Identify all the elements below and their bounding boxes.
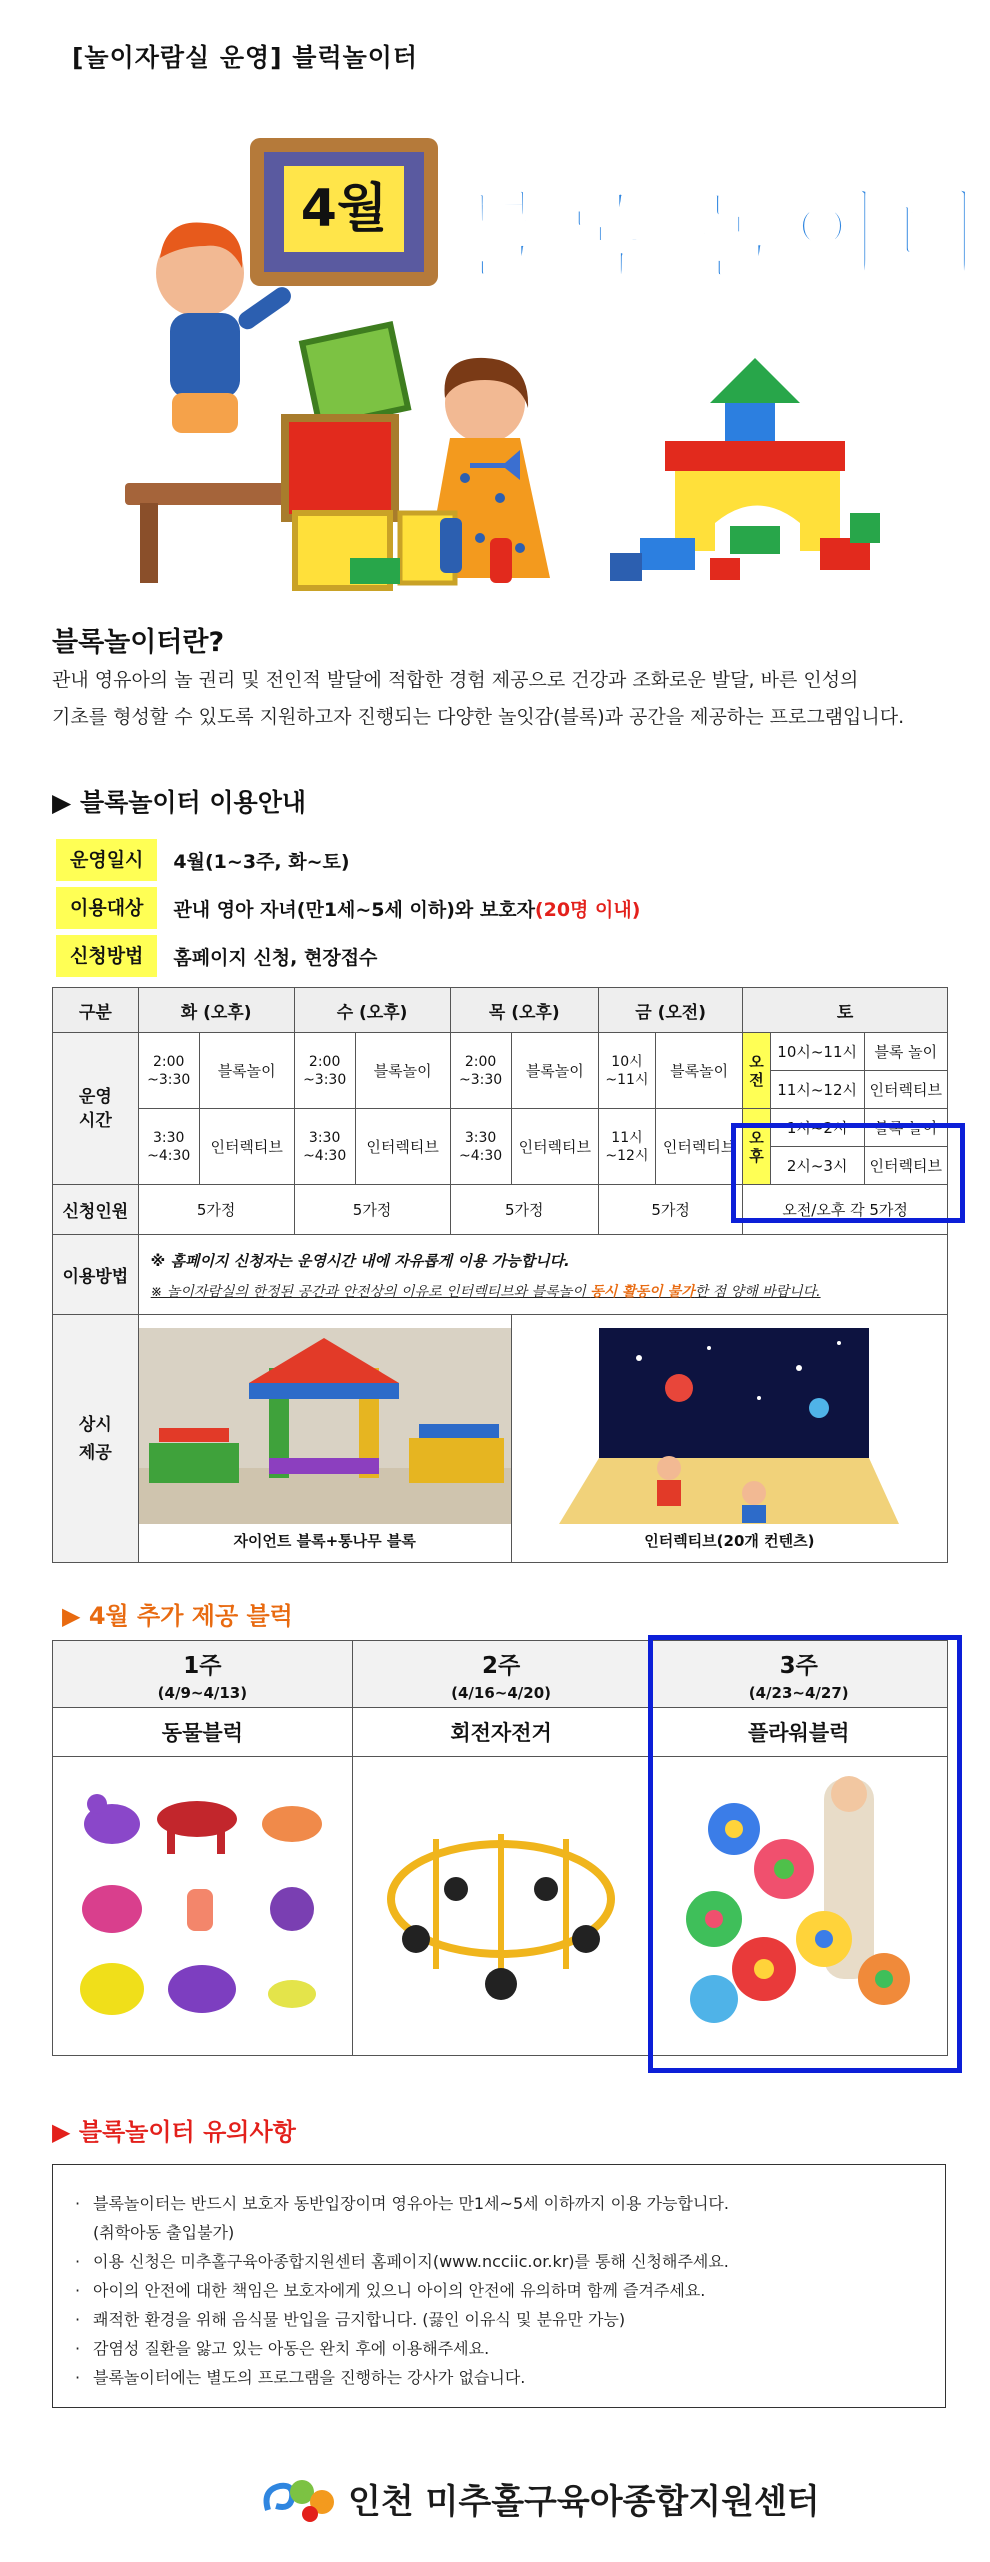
program-cell: 인터렉티브 <box>511 1109 598 1185</box>
giant-block-photo <box>139 1328 511 1524</box>
always-item-label: 인터렉티브(20개 컨텐츠) <box>644 1532 815 1550</box>
time-cell: 2:00 ~3:30 <box>450 1033 511 1109</box>
header-cell: 금 (오전) <box>598 988 742 1033</box>
month-sign <box>250 138 438 286</box>
block-name: 플라워블럭 <box>650 1708 948 1757</box>
always-item <box>511 1315 947 1563</box>
intro-heading: 블록놀이터란? <box>52 627 225 658</box>
sat-program-cell: 블록 놀이 <box>864 1109 948 1147</box>
pm-label: 오 후 <box>743 1109 771 1185</box>
sat-time-cell: 2시~3시 <box>770 1147 864 1185</box>
program-cell: 블록놀이 <box>199 1033 294 1109</box>
info-tag: 이용대상 <box>56 887 157 929</box>
time-cell: 2:00 ~3:30 <box>294 1033 355 1109</box>
note-item: · 블록놀이터는 반드시 보호자 동반입장이며 영유아는 만1세~5세 이하까지 이용 가능합니다. <box>75 2189 923 2218</box>
target-text: 관내 영아 자녀(만1세~5세 이하)와 보호자 <box>173 898 535 921</box>
sat-program-cell: 인터렉티브 <box>864 1071 948 1109</box>
program-cell: 인터렉티브 <box>355 1109 450 1185</box>
rotating-bike-image <box>376 1779 626 2029</box>
notes-heading-text: 블록놀이터 유의사항 <box>78 2118 296 2146</box>
header-cell: 토 <box>743 988 948 1033</box>
note-item: · 쾌적한 환경을 위해 음식물 반입을 금지합니다. (끓인 이유식 및 분유만 가능) <box>75 2305 923 2334</box>
note-item: · 감염성 질환을 앓고 있는 아동은 완치 후에 이용해주세요. <box>75 2334 923 2363</box>
footer <box>258 2470 820 2526</box>
added-heading <box>62 1596 293 1631</box>
block-name: 동물블럭 <box>53 1708 353 1757</box>
method-note: ※ 홈페이지 신청자는 운영시간 내에 자유롭게 이용 가능합니다. <box>150 1252 570 1270</box>
capacity-cell: 5가정 <box>138 1185 294 1235</box>
capacity-cell: 오전/오후 각 5가정 <box>743 1185 948 1235</box>
added-heading-text: 4월 추가 제공 블럭 <box>88 1602 293 1630</box>
intro-text <box>52 662 952 736</box>
am-label: 오 전 <box>743 1033 771 1109</box>
block-name: 회전자전거 <box>352 1708 650 1757</box>
program-cell: 블록놀이 <box>355 1033 450 1109</box>
org-name: 인천 미추홀구육아종합지원센터 <box>348 2481 820 2522</box>
header-cell: 목 (오후) <box>450 988 598 1033</box>
header-cell: 수 (오후) <box>294 988 450 1033</box>
triangle-bullet-icon: ▶ <box>52 788 80 817</box>
capacity-cell: 5가정 <box>450 1185 598 1235</box>
time-cell: 3:30 ~4:30 <box>138 1109 199 1185</box>
sat-time-cell: 11시~12시 <box>770 1071 864 1109</box>
row-label: 운영 시간 <box>53 1033 139 1185</box>
header-cell: 화 (오후) <box>138 988 294 1033</box>
time-cell: 3:30 ~4:30 <box>294 1109 355 1185</box>
row-label: 신청인원 <box>53 1185 139 1235</box>
sat-program-cell: 인터렉티브 <box>864 1147 948 1185</box>
guide-heading-text: 블록놀이터 이용안내 <box>79 788 306 817</box>
sat-time-cell: 1시~2시 <box>770 1109 864 1147</box>
time-cell: 3:30 ~4:30 <box>450 1109 511 1185</box>
info-value: 홈페이지 신청, 현장접수 <box>173 946 378 969</box>
header-cell: 구분 <box>53 988 139 1033</box>
info-row-schedule <box>56 838 350 882</box>
castle-icon <box>710 358 800 403</box>
always-item-label: 자이언트 블록+통나무 블록 <box>233 1532 416 1550</box>
guide-heading <box>52 783 306 819</box>
program-cell: 인터렉티브 <box>199 1109 294 1185</box>
month-label: 4월 <box>284 166 404 252</box>
bike-block-cell <box>352 1757 650 2056</box>
week-dates: (4/23~4/27) <box>748 1683 849 1702</box>
info-tag: 운영일시 <box>56 839 157 881</box>
green-block-icon <box>302 325 408 427</box>
capacity-note: (20명 이내) <box>534 898 641 921</box>
row-label: 이용방법 <box>53 1235 139 1315</box>
info-tag: 신청방법 <box>56 935 157 977</box>
saturday-pm-highlight-box <box>731 1123 965 1223</box>
week-cell <box>352 1641 650 1708</box>
program-cell: 블록놀이 <box>511 1033 598 1109</box>
time-cell: 11시 ~12시 <box>598 1109 655 1185</box>
method-note-highlight: 동시 활동이 불가 <box>590 1284 695 1300</box>
method-note <box>139 1277 947 1305</box>
row-label: 상시 제공 <box>53 1315 139 1563</box>
red-block-icon <box>285 418 395 518</box>
capacity-cell: 5가정 <box>294 1185 450 1235</box>
info-value: 4월(1~3주, 화~토) <box>173 850 350 873</box>
week-label: 2주 <box>481 1652 521 1679</box>
notes-heading <box>52 2112 296 2147</box>
week-dates: (4/16~4/20) <box>451 1683 551 1702</box>
week-cell <box>53 1641 353 1708</box>
program-cell: 블록놀이 <box>655 1033 742 1109</box>
method-note-part: 한 점 양해 바랍니다. <box>694 1284 821 1300</box>
interactive-photo <box>559 1328 899 1524</box>
triangle-bullet-icon: ▶ <box>62 1602 89 1630</box>
method-note-part: ※ 놀이자람실의 한정된 공간과 안전상의 이유로 인터렉티브와 블록놀이 <box>150 1284 591 1300</box>
note-item: · 이용 신청은 미추홀구육아종합지원센터 홈페이지(www.ncciic.or.kr)를 통해 신청해주세요. <box>75 2247 923 2276</box>
sat-program-cell: 블록 놀이 <box>864 1033 948 1071</box>
note-item: (취학아동 출입불가) <box>93 2223 235 2242</box>
hero-title: 블록 놀이터 <box>455 180 989 292</box>
method-notes <box>138 1235 947 1315</box>
note-item: · 블록놀이터에는 별도의 프로그램을 진행하는 강사가 없습니다. <box>75 2363 923 2392</box>
time-cell: 10시 ~11시 <box>598 1033 655 1109</box>
org-logo-icon <box>258 2470 338 2526</box>
time-cell: 2:00 ~3:30 <box>138 1033 199 1109</box>
info-value <box>173 895 640 922</box>
capacity-cell: 5가정 <box>598 1185 742 1235</box>
intro-line: 관내 영유아의 놀 권리 및 전인적 발달에 적합한 경험 제공으로 건강과 조화로운 발달, 바른 인성의 <box>52 669 859 691</box>
always-item <box>138 1315 511 1563</box>
animal-blocks-image <box>67 1779 337 2029</box>
week3-highlight-box <box>648 1635 962 2073</box>
page-title: [놀이자람실 운영] 블럭놀이터 <box>72 43 419 72</box>
schedule-table <box>52 987 948 1563</box>
program-cell: 인터렉티브 <box>655 1109 742 1185</box>
animal-block-cell <box>53 1757 353 2056</box>
note-item: · 아이의 안전에 대한 책임은 보호자에게 있으니 아이의 안전에 유의하며 함께 즐겨주세요. <box>75 2276 923 2305</box>
triangle-bullet-icon: ▶ <box>52 2118 79 2146</box>
week-label: 1주 <box>183 1652 222 1679</box>
notes-box <box>52 2164 946 2408</box>
info-row-target <box>56 886 640 930</box>
info-row-apply <box>56 934 377 978</box>
intro-line: 기초를 형성할 수 있도록 지원하고자 진행되는 다양한 놀잇감(블록)과 공간을 제공하는 프로그램입니다. <box>52 706 905 728</box>
week-label: 3주 <box>779 1652 818 1679</box>
sat-time-cell: 10시~11시 <box>770 1033 864 1071</box>
week-dates: (4/9~4/13) <box>157 1683 248 1702</box>
